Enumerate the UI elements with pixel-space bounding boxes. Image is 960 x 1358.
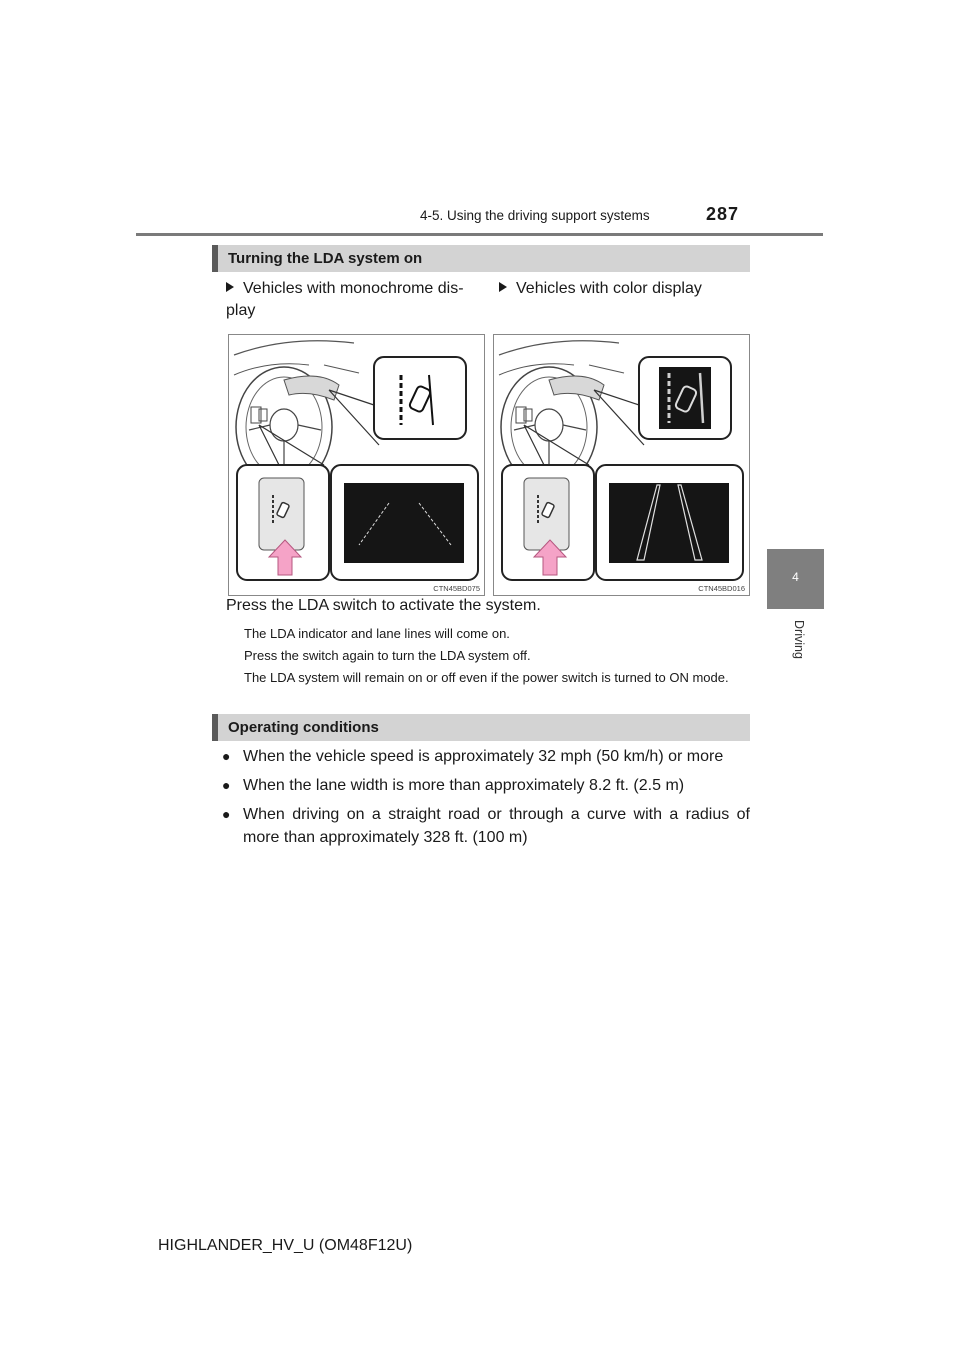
variant-monochrome-label: Vehicles with monochrome dis-play	[226, 280, 464, 319]
header-rule	[136, 233, 823, 236]
conditions-list	[222, 745, 750, 855]
bullet-dot-icon: ●	[222, 806, 231, 822]
list-item	[222, 774, 750, 797]
dashboard-illustration	[494, 335, 751, 597]
heading-turning-on: Turning the LDA system on	[212, 245, 750, 272]
list-item	[222, 745, 750, 768]
bullet-dot-icon: ●	[222, 748, 231, 764]
triangle-bullet-icon	[499, 282, 507, 292]
footer-model-code: HIGHLANDER_HV_U (OM48F12U)	[158, 1237, 413, 1254]
triangle-bullet-icon	[226, 282, 234, 292]
figure-color-display	[493, 334, 750, 596]
note-text: The LDA system will remain on or off even if the power switch is turned to ON mode.	[244, 670, 729, 685]
instruction-text: Press the LDA switch to activate the system.	[226, 597, 541, 614]
figure-code: CTN45BD075	[433, 584, 480, 593]
list-item-text: When the lane width is more than approximately 8.2 ft. (2.5 m)	[243, 777, 685, 794]
list-item-text: When driving on a straight road or through a curve with a radius of more than approximately 328 ft. (100 m)	[243, 806, 750, 846]
section-title: 4-5. Using the driving support systems	[420, 208, 650, 223]
variant-color	[499, 278, 751, 300]
variant-monochrome	[226, 278, 478, 322]
chapter-number: 4	[792, 570, 799, 584]
list-item	[222, 803, 750, 849]
bullet-dot-icon: ●	[222, 777, 231, 793]
figure-monochrome-display	[228, 334, 485, 596]
dashboard-illustration	[229, 335, 486, 597]
figure-code: CTN45BD016	[698, 584, 745, 593]
variant-color-label: Vehicles with color display	[516, 280, 702, 297]
page-number: 287	[706, 204, 740, 224]
chapter-label: Driving	[792, 620, 806, 659]
list-item-text: When the vehicle speed is approximately 32 mph (50 km/h) or more	[243, 748, 724, 765]
heading-operating-conditions: Operating conditions	[212, 714, 750, 741]
note-text: Press the switch again to turn the LDA system off.	[244, 648, 531, 663]
note-text: The LDA indicator and lane lines will come on.	[244, 626, 510, 641]
